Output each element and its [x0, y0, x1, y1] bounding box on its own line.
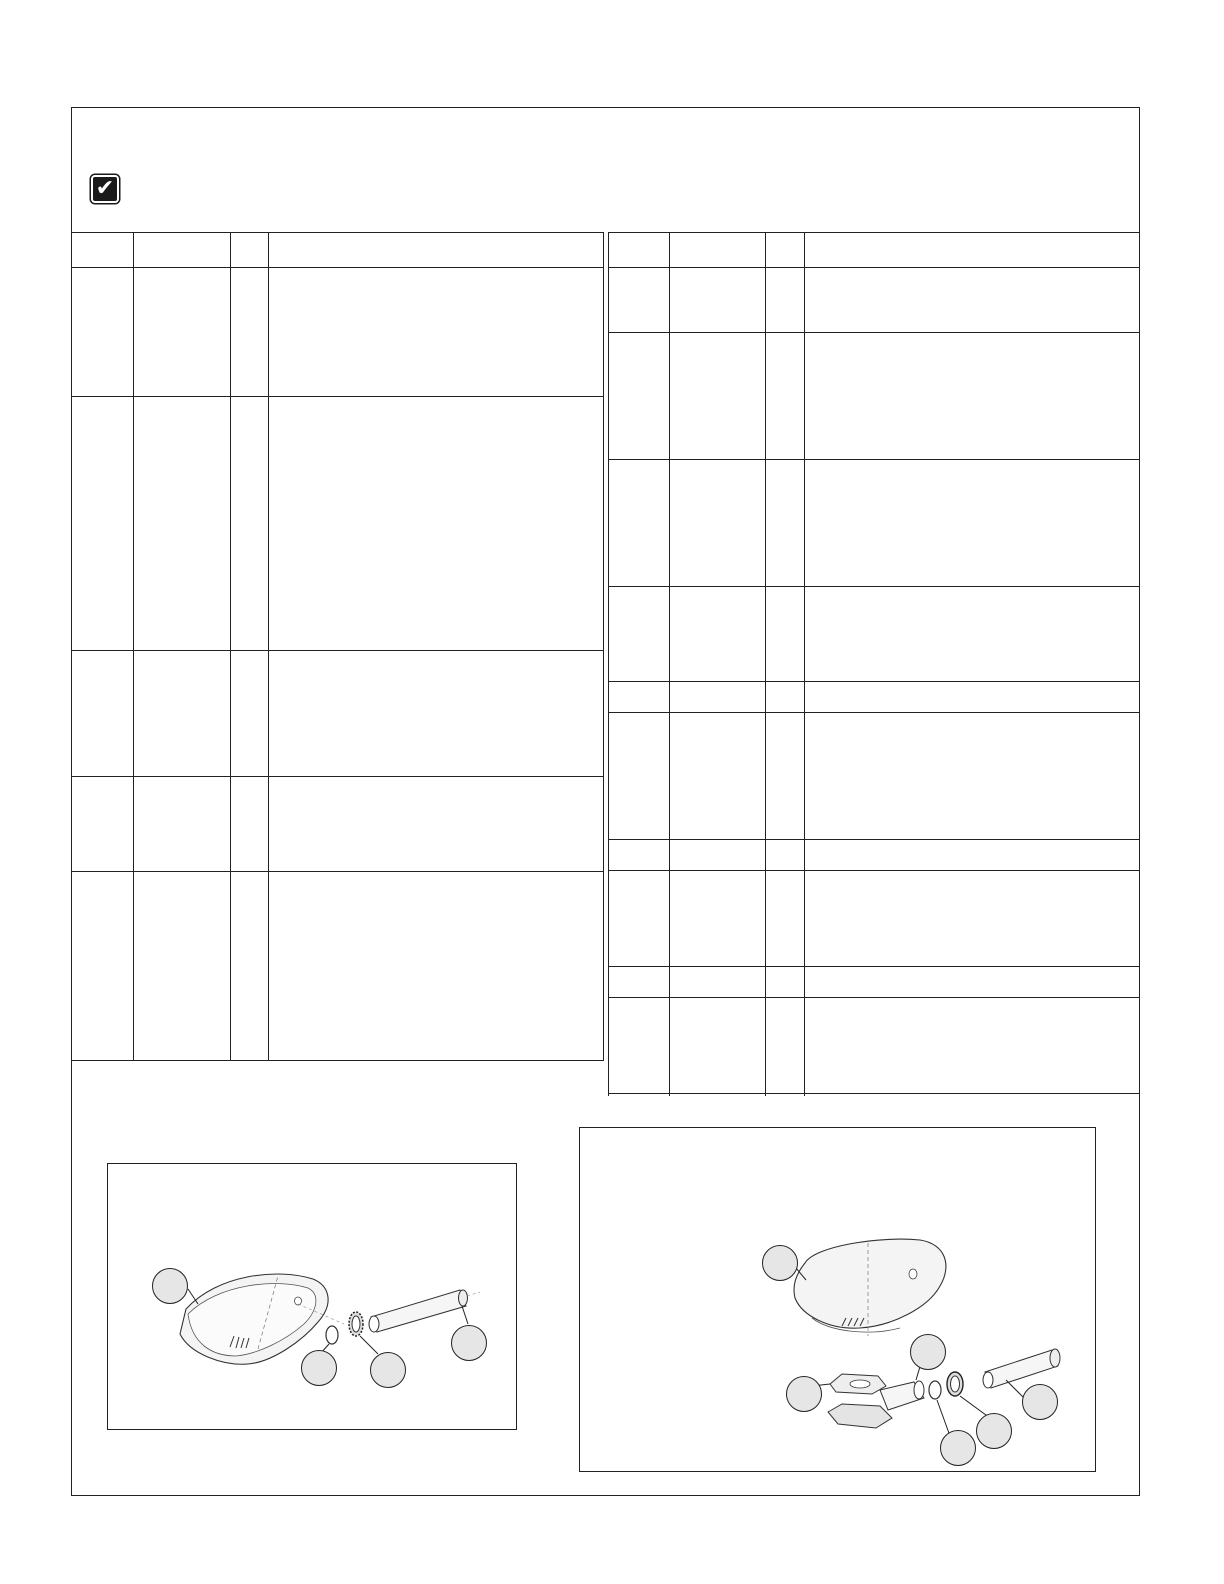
figure-right [579, 1127, 1096, 1472]
table-row-divider [609, 459, 1140, 460]
figure-callout [370, 1352, 406, 1388]
vessel-sink-mounting-kit-icon [580, 1128, 1095, 1471]
header-divider-right [609, 232, 1140, 233]
table-row-divider [71, 776, 604, 777]
table-row-divider [609, 966, 1140, 967]
left-table-header-rule [71, 267, 604, 268]
table-column-divider [268, 232, 269, 1060]
table-row-divider [609, 870, 1140, 871]
figure-callout [451, 1325, 487, 1361]
figure-callout [940, 1430, 976, 1466]
table-column-divider [669, 232, 670, 1096]
table-row-divider [609, 839, 1140, 840]
table-column-divider [230, 232, 231, 1060]
table-row-divider [71, 396, 604, 397]
table-row-divider [609, 712, 1140, 713]
right-table-bottom-rule [609, 1093, 1140, 1094]
left-table-right-edge [603, 232, 604, 1060]
table-row-divider [609, 997, 1140, 998]
table-row-divider [71, 871, 604, 872]
checkmark-box-icon: ✔ [91, 175, 119, 203]
header-divider [71, 232, 604, 233]
table-column-divider [765, 232, 766, 1096]
figure-callout [762, 1245, 798, 1281]
left-table-bottom-rule [71, 1060, 604, 1061]
table-row-divider [609, 681, 1140, 682]
figure-callout [910, 1334, 946, 1370]
figure-callout [786, 1376, 822, 1412]
table-row-divider [609, 586, 1140, 587]
table-row-divider [609, 332, 1140, 333]
right-table-header-rule [609, 267, 1140, 268]
figure-callout [152, 1268, 188, 1304]
figure-callout [301, 1350, 337, 1386]
table-column-divider [804, 232, 805, 1096]
table-column-divider [133, 232, 134, 1060]
figure-callout [976, 1413, 1012, 1449]
table-row-divider [71, 650, 604, 651]
figure-callout [1022, 1384, 1058, 1420]
figure-left [107, 1163, 517, 1430]
